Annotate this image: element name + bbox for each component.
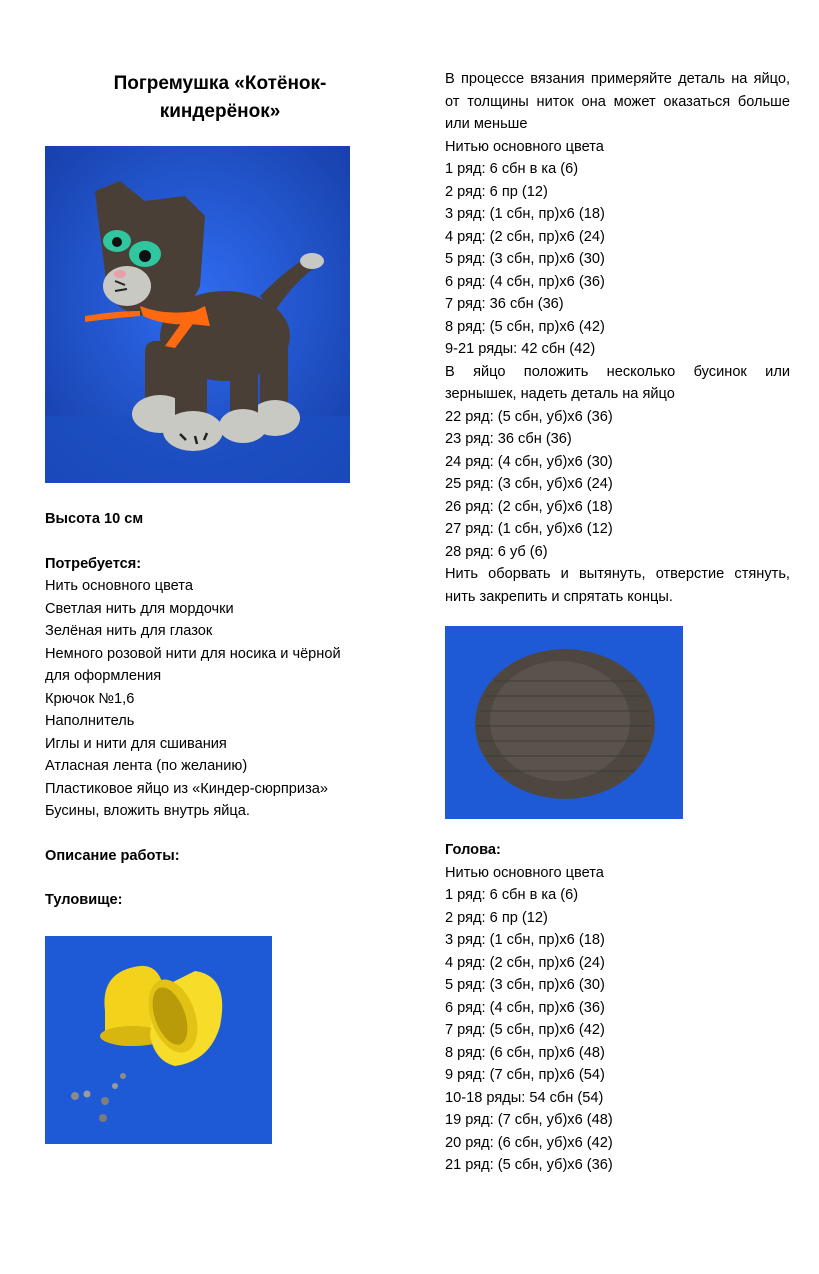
pattern-row: 5 ряд: (3 сбн, пр)х6 (30): [445, 251, 605, 267]
pattern-row: 6 ряд: (4 сбн, пр)х6 (36): [445, 999, 605, 1016]
pattern-row: 6 ряд: (4 сбн, пр)х6 (36): [445, 273, 605, 290]
pattern-row: 2 ряд: 6 пр (12): [445, 909, 548, 926]
title-line-2: киндерёнок»: [159, 101, 281, 122]
height-label: Высота 10 см: [45, 511, 144, 527]
right-column: [445, 68, 790, 1177]
material-item: Бусины, вложить внутрь яйца.: [45, 803, 250, 819]
head-rows-list: [445, 884, 790, 1177]
body-rows-list-2: [445, 406, 790, 564]
pattern-row: 19 ряд: (7 сбн, уб)х6 (48): [445, 1112, 613, 1128]
material-item: Крючок №1,6: [45, 690, 135, 707]
pattern-row: 20 ряд: (6 сбн, уб)х6 (42): [445, 1134, 613, 1151]
pattern-row: 4 ряд: (2 сбн, пр)х6 (24): [445, 954, 605, 971]
material-item: Нить основного цвета: [45, 578, 193, 594]
pattern-row: 22 ряд: (5 сбн, уб)х6 (36): [445, 408, 613, 425]
pattern-row: 25 ряд: (3 сбн, уб)х6 (24): [445, 476, 613, 492]
pattern-row: 10-18 ряды: 54 сбн (54): [445, 1089, 604, 1106]
pattern-row: 2 ряд: 6 пр (12): [445, 183, 548, 200]
pattern-row: 4 ряд: (2 сбн, пр)х6 (24): [445, 228, 605, 245]
material-item: Наполнитель: [45, 713, 135, 729]
pattern-row: 8 ряд: (6 сбн, пр)х6 (48): [445, 1044, 605, 1061]
head-color-line: Нитью основного цвета: [445, 864, 604, 881]
body-heading: Туловище:: [45, 892, 123, 908]
pattern-row: 1 ряд: 6 сбн в ка (6): [445, 887, 579, 903]
pattern-row: 24 ряд: (4 сбн, уб)х6 (30): [445, 453, 613, 470]
pattern-row: 27 ряд: (1 сбн, уб)х6 (12): [445, 521, 613, 537]
pattern-row: 26 ряд: (2 сбн, уб)х6 (18): [445, 498, 613, 515]
pattern-row: 9 ряд: (7 сбн, пр)х6 (54): [445, 1067, 605, 1083]
materials-list: [45, 575, 395, 823]
material-item: Пластиковое яйцо из «Киндер-сюрприза»: [45, 780, 329, 797]
body-piece-photo: [445, 626, 683, 819]
egg-instruction: В яйцо положить несколько бусинок или зернышек, надеть деталь на яйцо: [445, 363, 790, 402]
pattern-row: 28 ряд: 6 уб (6): [445, 543, 548, 560]
material-item: Светлая нить для мордочки: [45, 600, 234, 617]
material-item: Немного розовой нити для носика и чёрной: [45, 645, 341, 662]
title-line-1: Погремушка «Котёнок-: [113, 73, 327, 94]
page-title: [45, 70, 395, 126]
required-heading: Потребуется:: [45, 555, 142, 572]
pattern-row: 23 ряд: 36 сбн (36): [445, 431, 572, 447]
pattern-row: 8 ряд: (5 сбн, пр)х6 (42): [445, 318, 605, 335]
egg-photo: [45, 936, 272, 1144]
pattern-row: 5 ряд: (3 сбн, пр)х6 (30): [445, 977, 605, 993]
kitten-photo: [45, 146, 350, 483]
pattern-row: 1 ряд: 6 сбн в ка (6): [445, 161, 579, 177]
pattern-row: 9-21 ряды: 42 сбн (42): [445, 341, 596, 357]
body-color-line: Нитью основного цвета: [445, 138, 604, 155]
material-item: Зелёная нить для глазок: [45, 623, 213, 639]
left-column: [45, 70, 395, 1144]
head-heading: Голова:: [445, 842, 501, 858]
pattern-row: 3 ряд: (1 сбн, пр)х6 (18): [445, 932, 605, 948]
body-rows-list: [445, 158, 790, 361]
pattern-row: 3 ряд: (1 сбн, пр)х6 (18): [445, 206, 605, 222]
pattern-row: 7 ряд: (5 сбн, пр)х6 (42): [445, 1022, 605, 1038]
pattern-row: 21 ряд: (5 сбн, уб)х6 (36): [445, 1157, 613, 1173]
finish-text: Нить оборвать и вытянуть, отверстие стянуть, нить закрепить и спрятать концы.: [445, 566, 790, 605]
material-item: для оформления: [45, 668, 162, 684]
material-item: Иглы и нити для сшивания: [45, 735, 227, 752]
material-item: Атласная лента (по желанию): [45, 758, 248, 774]
intro-text: В процессе вязания примеряйте деталь на яйцо, от толщины ниток она может оказаться больше или меньше: [445, 71, 790, 132]
description-heading: Описание работы:: [45, 847, 180, 864]
pattern-row: 7 ряд: 36 сбн (36): [445, 296, 564, 312]
